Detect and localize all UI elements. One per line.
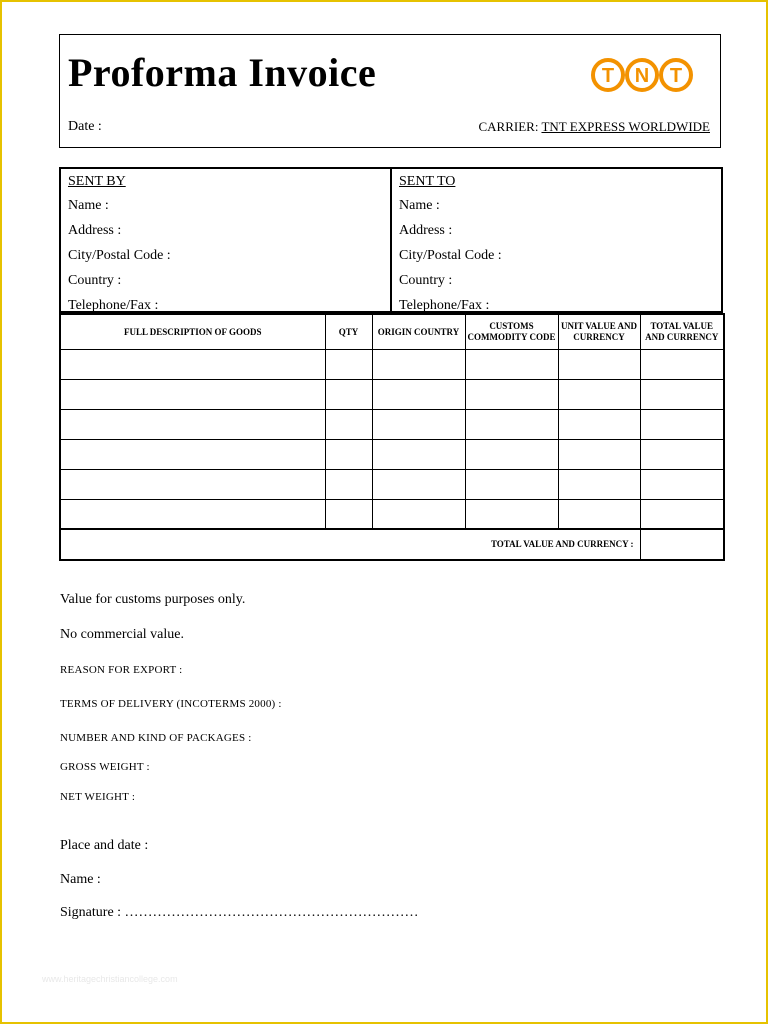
cell-origin[interactable] xyxy=(372,409,465,439)
col-qty: QTY xyxy=(325,314,372,349)
cell-qty[interactable] xyxy=(325,349,372,379)
carrier-line xyxy=(478,119,710,135)
cell-origin[interactable] xyxy=(372,379,465,409)
reason-export-label: REASON FOR EXPORT : xyxy=(60,664,183,676)
tnt-logo xyxy=(590,57,694,93)
cell-origin[interactable] xyxy=(372,499,465,529)
logo-letter-2: N xyxy=(634,65,650,87)
address-section xyxy=(59,167,723,313)
sent-by-country: Country : xyxy=(68,273,122,288)
col-total-value: TOTAL VALUE AND CURRENCY xyxy=(640,314,724,349)
cell-total-value[interactable] xyxy=(640,379,724,409)
goods-header-row xyxy=(60,314,724,349)
sent-by-heading: SENT BY xyxy=(68,174,126,189)
sent-to-name: Name : xyxy=(399,198,440,213)
sent-to-block xyxy=(392,169,723,311)
col-commodity-code: CUSTOMS COMMODITY CODE xyxy=(465,314,558,349)
sent-by-name: Name : xyxy=(68,198,109,213)
table-row xyxy=(60,469,724,499)
sent-by-address: Address : xyxy=(68,223,122,238)
gross-weight-label: GROSS WEIGHT : xyxy=(60,761,150,773)
cell-code[interactable] xyxy=(465,409,558,439)
logo-letter-1: T xyxy=(601,65,615,87)
cell-qty[interactable] xyxy=(325,379,372,409)
cell-description[interactable] xyxy=(60,409,325,439)
cell-qty[interactable] xyxy=(325,409,372,439)
cell-code[interactable] xyxy=(465,499,558,529)
name-label: Name : xyxy=(60,872,101,887)
sent-by-city: City/Postal Code : xyxy=(68,248,171,263)
customs-only-note: Value for customs purposes only. xyxy=(60,592,246,607)
cell-qty[interactable] xyxy=(325,499,372,529)
packages-label: NUMBER AND KIND OF PACKAGES : xyxy=(60,732,252,744)
table-row xyxy=(60,439,724,469)
carrier-label: CARRIER: xyxy=(478,119,539,134)
total-value-cell[interactable] xyxy=(640,529,724,560)
table-row xyxy=(60,349,724,379)
col-description: FULL DESCRIPTION OF GOODS xyxy=(60,314,325,349)
cell-unit-value[interactable] xyxy=(558,379,640,409)
no-commercial-note: No commercial value. xyxy=(60,627,185,642)
cell-origin[interactable] xyxy=(372,469,465,499)
total-value-label: TOTAL VALUE AND CURRENCY : xyxy=(60,529,640,560)
cell-description[interactable] xyxy=(60,349,325,379)
carrier-name: TNT EXPRESS WORLDWIDE xyxy=(541,119,710,134)
table-row xyxy=(60,379,724,409)
cell-origin[interactable] xyxy=(372,349,465,379)
net-weight-label: NET WEIGHT : xyxy=(60,791,136,803)
cell-total-value[interactable] xyxy=(640,499,724,529)
cell-code[interactable] xyxy=(465,349,558,379)
sent-to-address: Address : xyxy=(399,223,453,238)
cell-unit-value[interactable] xyxy=(558,349,640,379)
cell-code[interactable] xyxy=(465,379,558,409)
goods-table xyxy=(59,313,725,561)
total-row xyxy=(60,529,724,560)
cell-unit-value[interactable] xyxy=(558,439,640,469)
col-unit-value: UNIT VALUE AND CURRENCY xyxy=(558,314,640,349)
sent-to-heading: SENT TO xyxy=(399,174,456,189)
cell-total-value[interactable] xyxy=(640,409,724,439)
cell-unit-value[interactable] xyxy=(558,409,640,439)
cell-origin[interactable] xyxy=(372,439,465,469)
sent-by-telephone: Telephone/Fax : xyxy=(68,298,159,313)
cell-description[interactable] xyxy=(60,379,325,409)
cell-unit-value[interactable] xyxy=(558,499,640,529)
watermark: www.heritagechristiancollege.com xyxy=(42,974,178,984)
sent-by-block xyxy=(61,169,392,311)
cell-total-value[interactable] xyxy=(640,439,724,469)
sent-to-city: City/Postal Code : xyxy=(399,248,502,263)
sent-to-country: Country : xyxy=(399,273,453,288)
logo-letter-3: T xyxy=(669,65,683,87)
page-title: Proforma Invoice xyxy=(68,50,377,95)
invoice-header xyxy=(59,34,721,148)
col-origin-country: ORIGIN COUNTRY xyxy=(372,314,465,349)
signature-line: Signature : ……………………………………………………… xyxy=(60,905,419,920)
cell-description[interactable] xyxy=(60,469,325,499)
cell-code[interactable] xyxy=(465,439,558,469)
cell-total-value[interactable] xyxy=(640,349,724,379)
table-row xyxy=(60,499,724,529)
cell-unit-value[interactable] xyxy=(558,469,640,499)
cell-description[interactable] xyxy=(60,439,325,469)
cell-total-value[interactable] xyxy=(640,469,724,499)
date-label: Date : xyxy=(68,119,102,134)
cell-qty[interactable] xyxy=(325,439,372,469)
cell-description[interactable] xyxy=(60,499,325,529)
cell-code[interactable] xyxy=(465,469,558,499)
sent-to-telephone: Telephone/Fax : xyxy=(399,298,490,313)
place-date-label: Place and date : xyxy=(60,838,149,853)
table-row xyxy=(60,409,724,439)
cell-qty[interactable] xyxy=(325,469,372,499)
terms-delivery-label: TERMS OF DELIVERY (INCOTERMS 2000) : xyxy=(60,698,282,710)
